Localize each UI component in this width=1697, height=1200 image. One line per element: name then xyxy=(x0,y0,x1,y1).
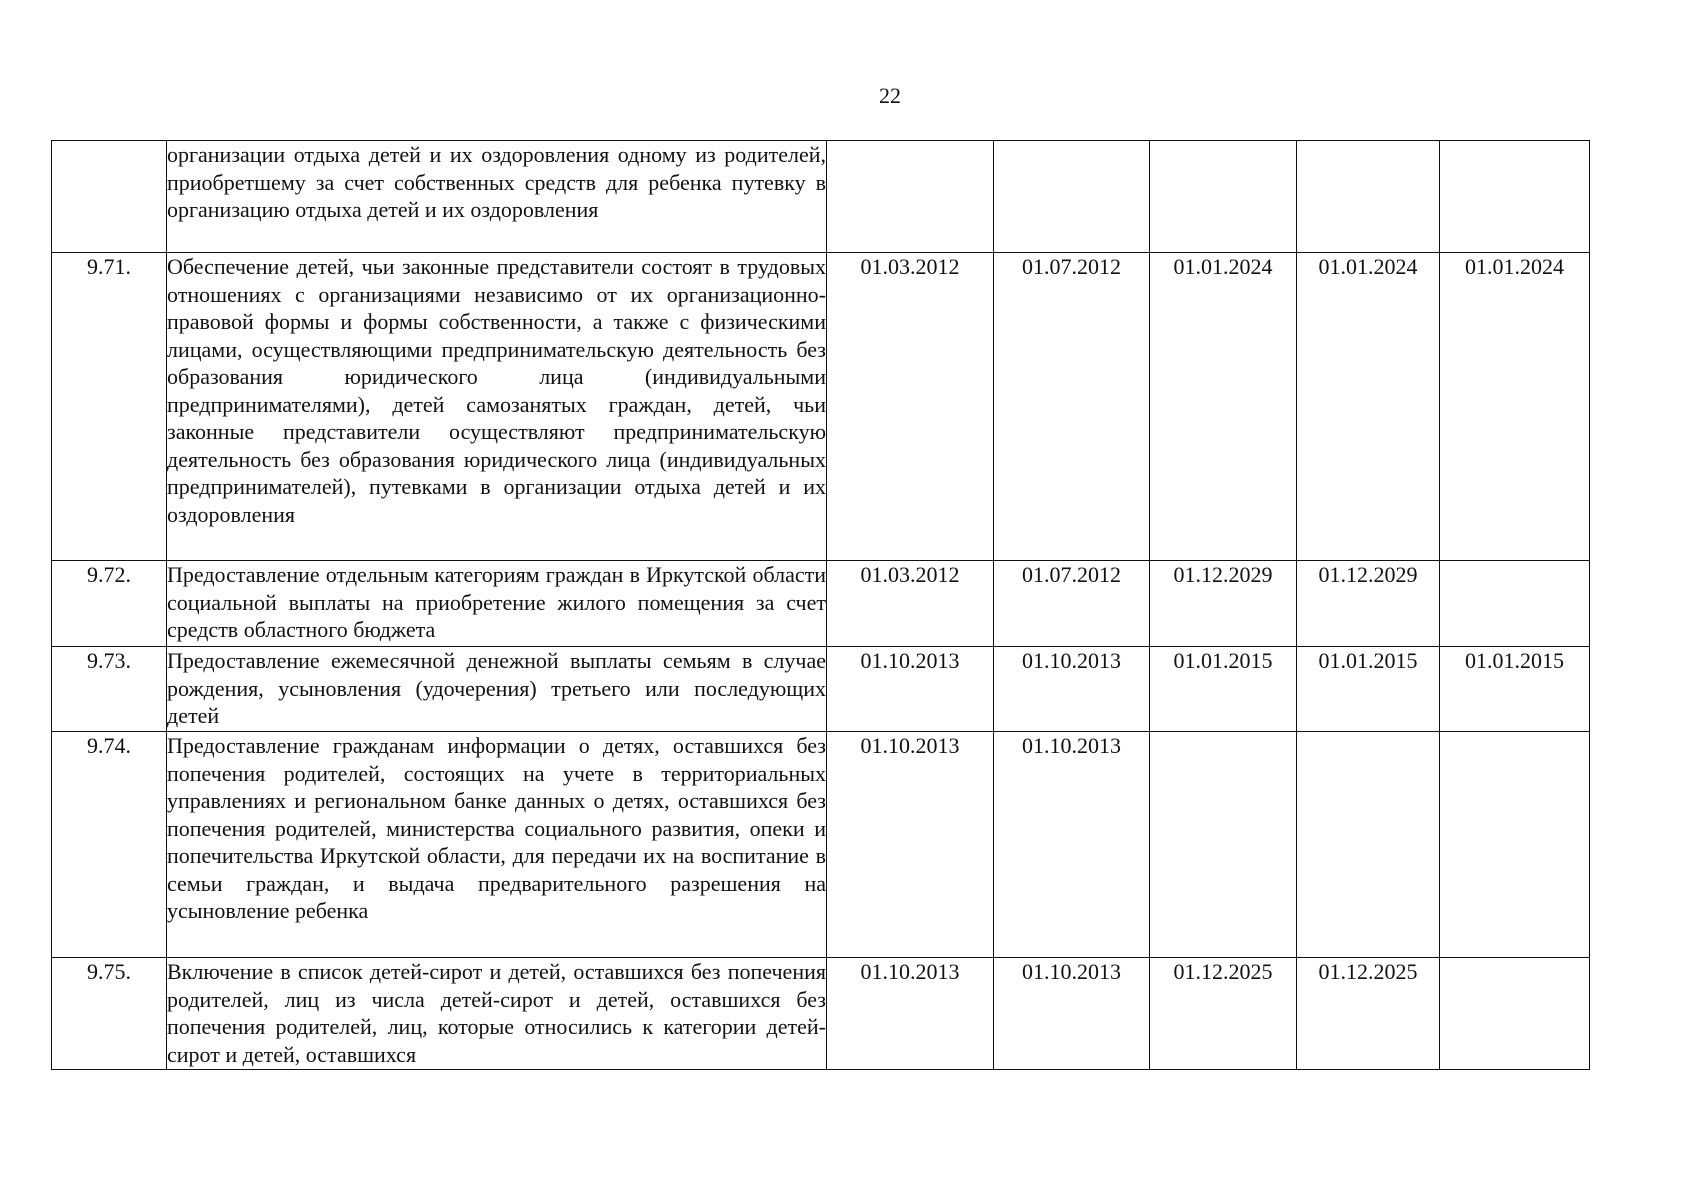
services-table xyxy=(51,140,1590,1070)
date-cell: 01.10.2013 xyxy=(827,958,994,1070)
date-cell: 01.10.2013 xyxy=(827,732,994,958)
date-cell: 01.01.2015 xyxy=(1440,647,1590,732)
date-cell: 01.01.2015 xyxy=(1150,647,1297,732)
date-cell: 01.01.2024 xyxy=(1297,253,1440,561)
table-row xyxy=(52,141,1590,253)
date-cell: 01.03.2012 xyxy=(827,253,994,561)
row-number: 9.75. xyxy=(52,958,167,1070)
row-number xyxy=(52,141,167,253)
date-cell xyxy=(1440,958,1590,1070)
row-description: Предоставление гражданам информации о детях, оставшихся без попечения родителей, состоящих на учете в территориальных управлениях и региональном банке данных о детях, оставшихся без попечения родителей, министерства социального развития, опеки и попечительства Иркутской области, для передачи их на воспитание в семьи граждан, и выдача предварительного разрешения на усыновление ребенка xyxy=(167,732,827,958)
date-cell xyxy=(1440,561,1590,647)
date-cell: 01.10.2013 xyxy=(994,647,1150,732)
date-cell xyxy=(1440,732,1590,958)
date-cell xyxy=(994,141,1150,253)
row-number: 9.73. xyxy=(52,647,167,732)
page-number: 22 xyxy=(879,83,901,108)
date-cell: 01.01.2015 xyxy=(1297,647,1440,732)
row-number: 9.74. xyxy=(52,732,167,958)
row-number: 9.72. xyxy=(52,561,167,647)
row-description: Предоставление ежемесячной денежной выплаты семьям в случае рождения, усыновления (удочерения) третьего или последующих детей xyxy=(167,647,827,732)
date-cell: 01.01.2024 xyxy=(1150,253,1297,561)
date-cell: 01.07.2012 xyxy=(994,561,1150,647)
table-row xyxy=(52,253,1590,561)
date-cell: 01.10.2013 xyxy=(994,732,1150,958)
date-cell xyxy=(827,141,994,253)
date-cell xyxy=(1150,141,1297,253)
table-row xyxy=(52,958,1590,1070)
date-cell xyxy=(1297,732,1440,958)
date-cell: 01.03.2012 xyxy=(827,561,994,647)
date-cell: 01.01.2024 xyxy=(1440,253,1590,561)
row-number: 9.71. xyxy=(52,253,167,561)
table-row xyxy=(52,647,1590,732)
row-description: Предоставление отдельным категориям граждан в Иркутской области социальной выплаты на приобретение жилого помещения за счет средств областного бюджета xyxy=(167,561,827,647)
date-cell: 01.07.2012 xyxy=(994,253,1150,561)
date-cell: 01.10.2013 xyxy=(994,958,1150,1070)
table-row xyxy=(52,561,1590,647)
row-description: Включение в список детей-сирот и детей, оставшихся без попечения родителей, лиц из числа детей-сирот и детей, оставшихся без попечения родителей, лиц, которые относились к категории детей-сирот и детей, оставшихся xyxy=(167,958,827,1070)
row-description: организации отдыха детей и их оздоровления одному из родителей, приобретшему за счет собственных средств для ребенка путевку в организацию отдыха детей и их оздоровления xyxy=(167,141,827,253)
date-cell: 01.12.2029 xyxy=(1150,561,1297,647)
date-cell xyxy=(1440,141,1590,253)
date-cell: 01.12.2025 xyxy=(1297,958,1440,1070)
date-cell: 01.10.2013 xyxy=(827,647,994,732)
date-cell: 01.12.2025 xyxy=(1150,958,1297,1070)
date-cell xyxy=(1297,141,1440,253)
date-cell xyxy=(1150,732,1297,958)
date-cell: 01.12.2029 xyxy=(1297,561,1440,647)
table-row xyxy=(52,732,1590,958)
row-description: Обеспечение детей, чьи законные представители состоят в трудовых отношениях с организациями независимо от их организационно-правовой формы и формы собственности, а также с физическими лицами, осуществляющими предпринимательскую деятельность без образования юридического лица (индивидуальными предпринимателями), детей самозанятых граждан, детей, чьи законные представители осуществляют предпринимательскую деятельность без образования юридического лица (индивидуальных предпринимателей), путевками в организации отдыха детей и их оздоровления xyxy=(167,253,827,561)
